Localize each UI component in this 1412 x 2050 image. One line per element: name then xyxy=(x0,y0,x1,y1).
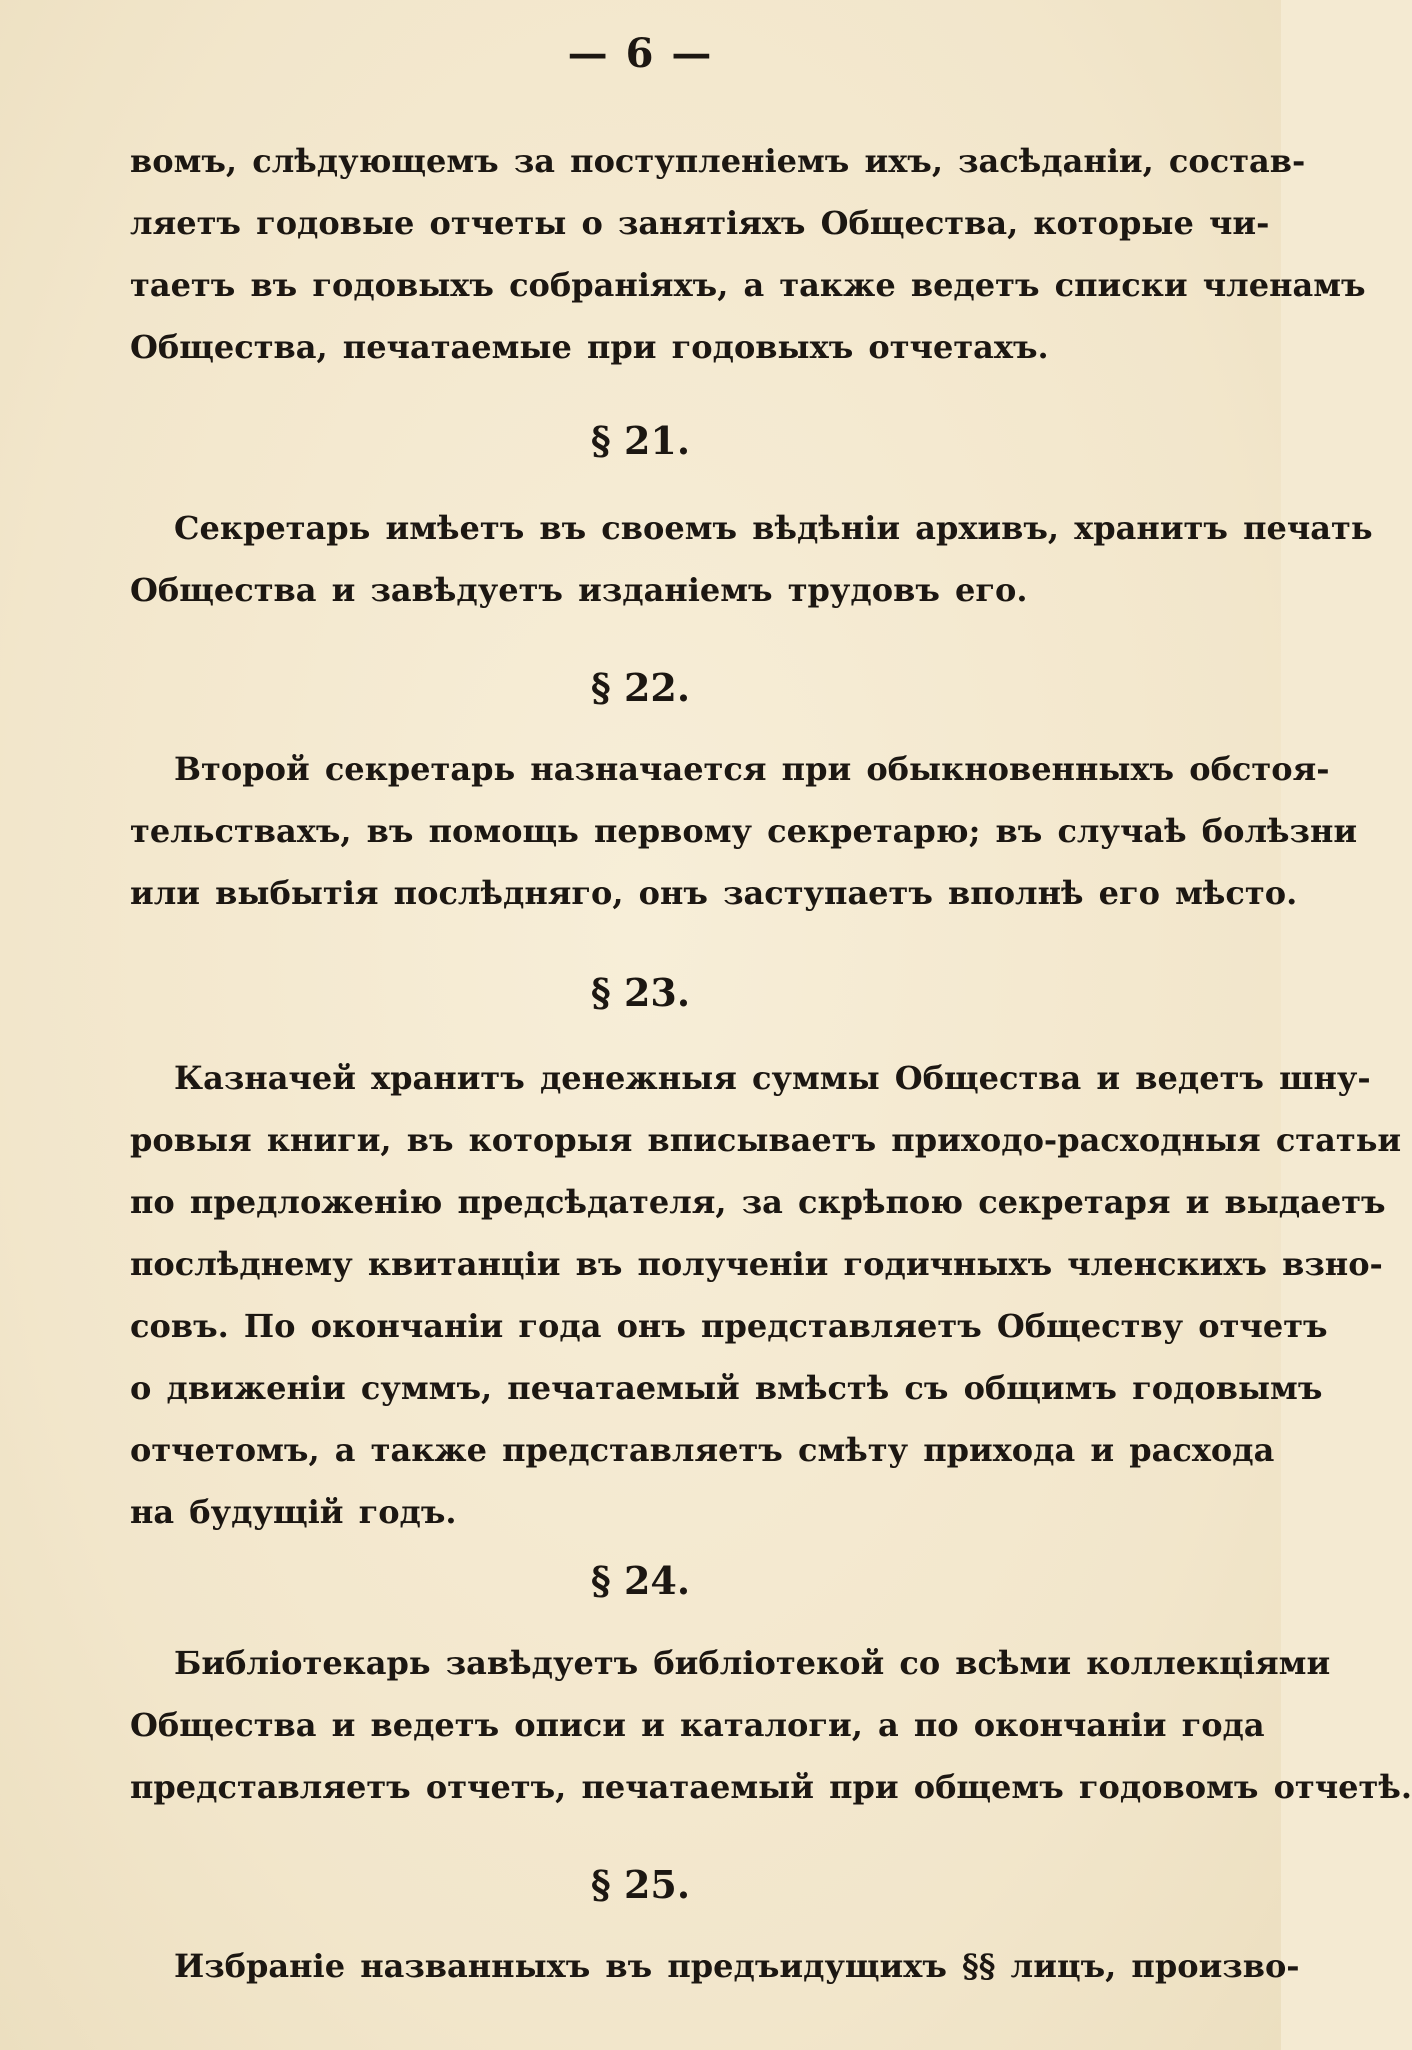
text-line: послѣднему квитанціи въ полученіи годичныхъ членскихъ взно- xyxy=(130,1245,1383,1283)
text-line: о движеніи суммъ, печатаемый вмѣстѣ съ общимъ годовымъ xyxy=(130,1369,1323,1407)
text-line: таетъ въ годовыхъ собраніяхъ, а также ведетъ списки членамъ xyxy=(130,266,1366,304)
text-line: Общества, печатаемые при годовыхъ отчетахъ. xyxy=(130,328,1049,366)
paragraph-section-23 xyxy=(130,1047,1402,1543)
text-line: на будущій годъ. xyxy=(130,1493,457,1531)
text-line: Общества и ведетъ описи и каталоги, а по окончаніи года xyxy=(130,1706,1265,1744)
text-line: или выбытія послѣдняго, онъ заступаетъ вполнѣ его мѣсто. xyxy=(130,874,1298,912)
section-heading-23: § 23. xyxy=(590,970,691,1015)
section-heading-22: § 22. xyxy=(590,665,691,710)
text-line: Общества и завѣдуетъ изданіемъ трудовъ его. xyxy=(130,571,1028,609)
text-line: Казначей хранитъ денежныя суммы Общества и ведетъ шну- xyxy=(174,1059,1371,1097)
section-heading-25: § 25. xyxy=(590,1862,691,1907)
paragraph-continuation xyxy=(130,130,1366,378)
text-line: ляетъ годовые отчеты о занятіяхъ Общества, которые чи- xyxy=(130,204,1270,242)
text-line: по предложенію предсѣдателя, за скрѣпою секретаря и выдаетъ xyxy=(130,1183,1386,1221)
paragraph-section-22 xyxy=(130,738,1358,924)
text-line: Избраніе названныхъ въ предъидущихъ §§ лицъ, произво- xyxy=(174,1947,1300,1985)
text-line: Секретарь имѣетъ въ своемъ вѣдѣніи архивъ, хранитъ печать xyxy=(174,509,1373,547)
text-line: ровыя книги, въ которыя вписываетъ приходо-расходныя статьи xyxy=(130,1121,1402,1159)
text-line: вомъ, слѣдующемъ за поступленіемъ ихъ, засѣданіи, состав- xyxy=(130,142,1306,180)
text-line: Второй секретарь назначается при обыкновенныхъ обстоя- xyxy=(174,750,1330,788)
paragraph-section-24 xyxy=(130,1632,1412,1818)
text-line: тельствахъ, въ помощь первому секретарю; въ случаѣ болѣзни xyxy=(130,812,1358,850)
paragraph-section-25 xyxy=(130,1935,1300,1997)
section-heading-24: § 24. xyxy=(590,1558,691,1603)
paragraph-section-21 xyxy=(130,497,1373,621)
page-number: — 6 — xyxy=(567,30,714,77)
text-line: отчетомъ, а также представляетъ смѣту прихода и расхода xyxy=(130,1431,1275,1469)
section-heading-21: § 21. xyxy=(590,418,691,463)
text-line: совъ. По окончаніи года онъ представляетъ Обществу отчетъ xyxy=(130,1307,1328,1345)
text-line: Библіотекарь завѣдуетъ библіотекой со всѣми коллекціями xyxy=(174,1644,1331,1682)
text-line: представляетъ отчетъ, печатаемый при общемъ годовомъ отчетѣ. xyxy=(130,1768,1412,1806)
